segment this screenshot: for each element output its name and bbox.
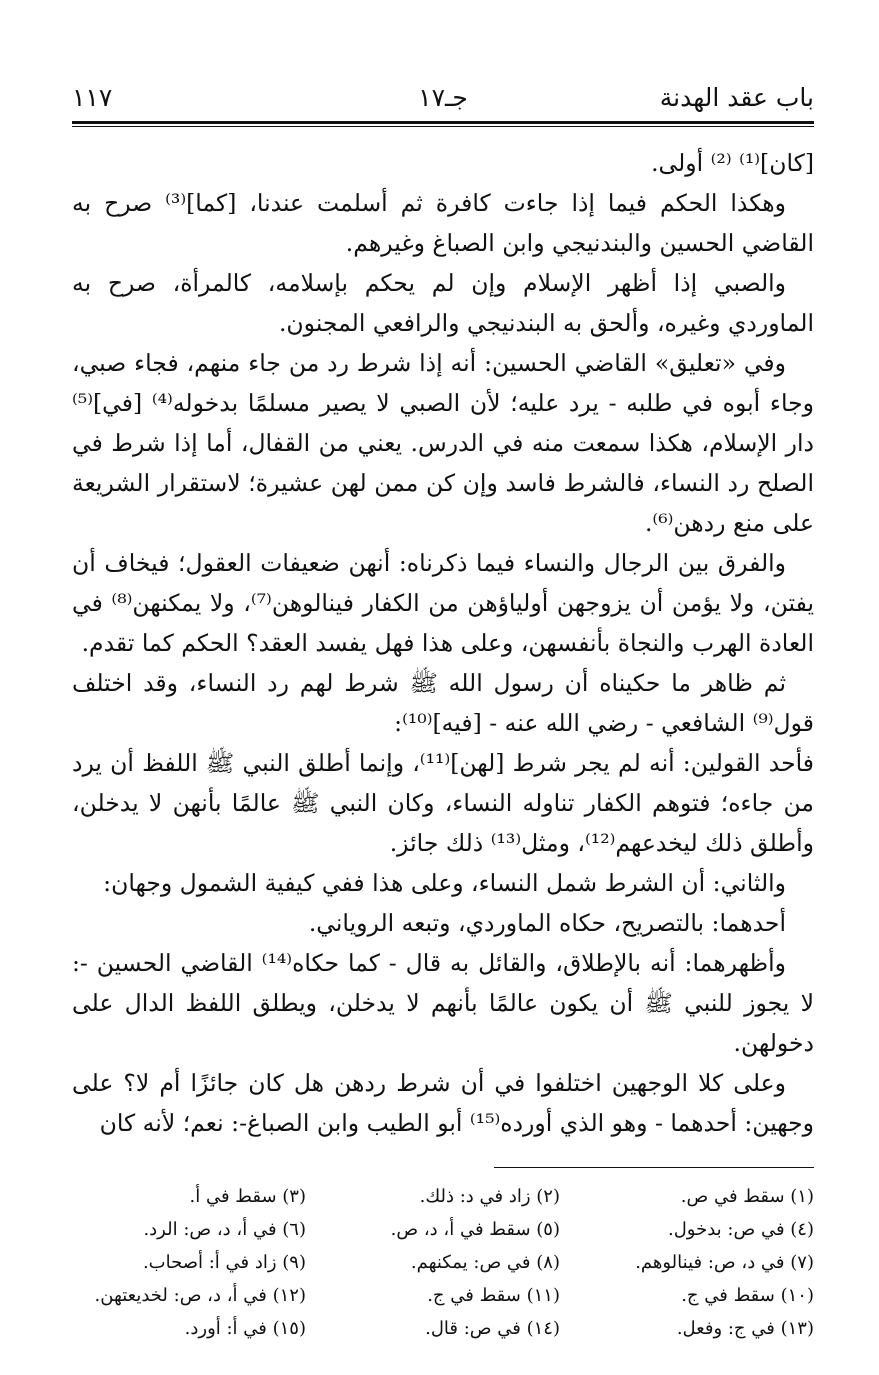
footnotes xyxy=(72,1182,814,1344)
footnote: (٤) في ص: بدخول. xyxy=(667,1219,814,1240)
footnote: (١١) سقط في ج. xyxy=(427,1285,560,1306)
footnote: (١) سقط في ص. xyxy=(680,1186,814,1207)
header-rule-thin xyxy=(72,126,814,127)
footnote: (١٠) سقط في ج. xyxy=(681,1285,814,1306)
footnote-separator xyxy=(494,1167,814,1168)
page-header xyxy=(72,80,814,116)
paragraph: وهكذا الحكم فيما إذا جاءت كافرة ثم أسلمت عندنا، [كما]⁽³⁾ صرح به القاضي الحسين والبندنيجي وابن الصباغ وغيرهم. xyxy=(72,189,814,257)
paragraph: والفرق بين الرجال والنساء فيما ذكرناه: أنهن ضعيفات العقول؛ فيخاف أن يفتن، ولا يؤمن أن يزوجهن أولياؤهن من الكفار فينالوهن⁽⁷⁾، ولا يمكنهن⁽⁸⁾ في العادة الهرب والنجاة بأنفسهن، وعلى هذا فهل يفسد العقد؟ الحكم كما تقدم. xyxy=(72,549,814,657)
paragraph: [كان]⁽¹⁾ ⁽²⁾ أولى. xyxy=(651,149,814,177)
paragraph: وأظهرهما: أنه بالإطلاق، والقائل به قال - كما حكاه⁽¹⁴⁾ القاضي الحسين -: لا يجوز للنبي ﷺ أن يكون عالمًا بأنهم لا يدخلن، ويطلق اللفظ الدال على دخولهن. xyxy=(72,949,814,1057)
paragraph: أحدهما: بالتصريح، حكاه الماوردي، وتبعه الروياني. xyxy=(308,909,786,937)
footnote: (٦) في أ، د، ص: الرد. xyxy=(143,1219,306,1240)
footnote: (١٣) في ج: وفعل. xyxy=(676,1318,814,1339)
paragraph: وفي «تعليق» القاضي الحسين: أنه إذا شرط رد من جاء منهم، فجاء صبي، وجاء أبوه في طلبه - يرد عليه؛ لأن الصبي لا يصير مسلمًا بدخوله⁽⁴⁾ [في]⁽⁵⁾ دار الإسلام، هكذا سمعت منه في الدرس. يعني من القفال، أما إذا شرط في الصلح رد النساء، فالشرط فاسد وإن كن ممن لهن عشيرة؛ لاستقرار الشريعة على منع ردهن⁽⁶⁾. xyxy=(72,349,814,537)
header-rule xyxy=(72,121,814,124)
paragraph: فأحد القولين: أنه لم يجر شرط [لهن]⁽¹¹⁾، وإنما أطلق النبي ﷺ اللفظ أن يرد من جاءه؛ فتوهم الكفار تناوله النساء، وكان النبي ﷺ عالمًا بأنهن لا يدخلن، وأطلق ذلك ليخدعهم⁽¹²⁾، ومثل⁽¹³⁾ ذلك جائز. xyxy=(72,749,815,857)
volume-label: جـ١٧ xyxy=(418,83,468,112)
footnote: (٢) زاد في د: ذلك. xyxy=(419,1186,560,1207)
paragraph: وعلى كلا الوجهين اختلفوا في أن شرط ردهن هل كان جائزًا أم لا؟ على وجهين: أحدهما - وهو الذي أورده⁽¹⁵⁾ أبو الطيب وابن الصباغ-: نعم؛ لأنه كان xyxy=(72,1069,814,1137)
footnote: (١٥) في أ: أورد. xyxy=(184,1318,306,1339)
page-number: ١١٧ xyxy=(72,83,113,112)
paragraph: ثم ظاهر ما حكيناه أن رسول الله ﷺ شرط لهم رد النساء، وقد اختلف قول⁽⁹⁾ الشافعي - رضي الله عنه - [فيه]⁽¹⁰⁾: xyxy=(72,669,814,737)
paragraph: والصبي إذا أظهر الإسلام وإن لم يحكم بإسلامه، كالمرأة، صرح به الماوردي وغيره، وألحق به البندنيجي والرافعي المجنون. xyxy=(72,269,814,337)
footnote: (٧) في د، ص: فينالوهم. xyxy=(635,1252,814,1273)
footnote: (١٤) في ص: قال. xyxy=(425,1318,560,1339)
footnote: (٥) سقط في أ، د، ص. xyxy=(390,1219,560,1240)
footnote: (٨) في ص: يمكنهم. xyxy=(410,1252,560,1273)
footnote: (١٢) في أ، د، ص: لخديعتهن. xyxy=(94,1285,306,1306)
footnote: (٣) سقط في أ. xyxy=(189,1186,306,1207)
footnote: (٩) زاد في أ: أصحاب. xyxy=(142,1252,306,1273)
chapter-title: باب عقد الهدنة xyxy=(659,83,814,112)
book-page xyxy=(72,80,814,1344)
paragraph: والثاني: أن الشرط شمل النساء، وعلى هذا ففي كيفية الشمول وجهان: xyxy=(103,869,786,897)
main-text xyxy=(72,143,814,1143)
